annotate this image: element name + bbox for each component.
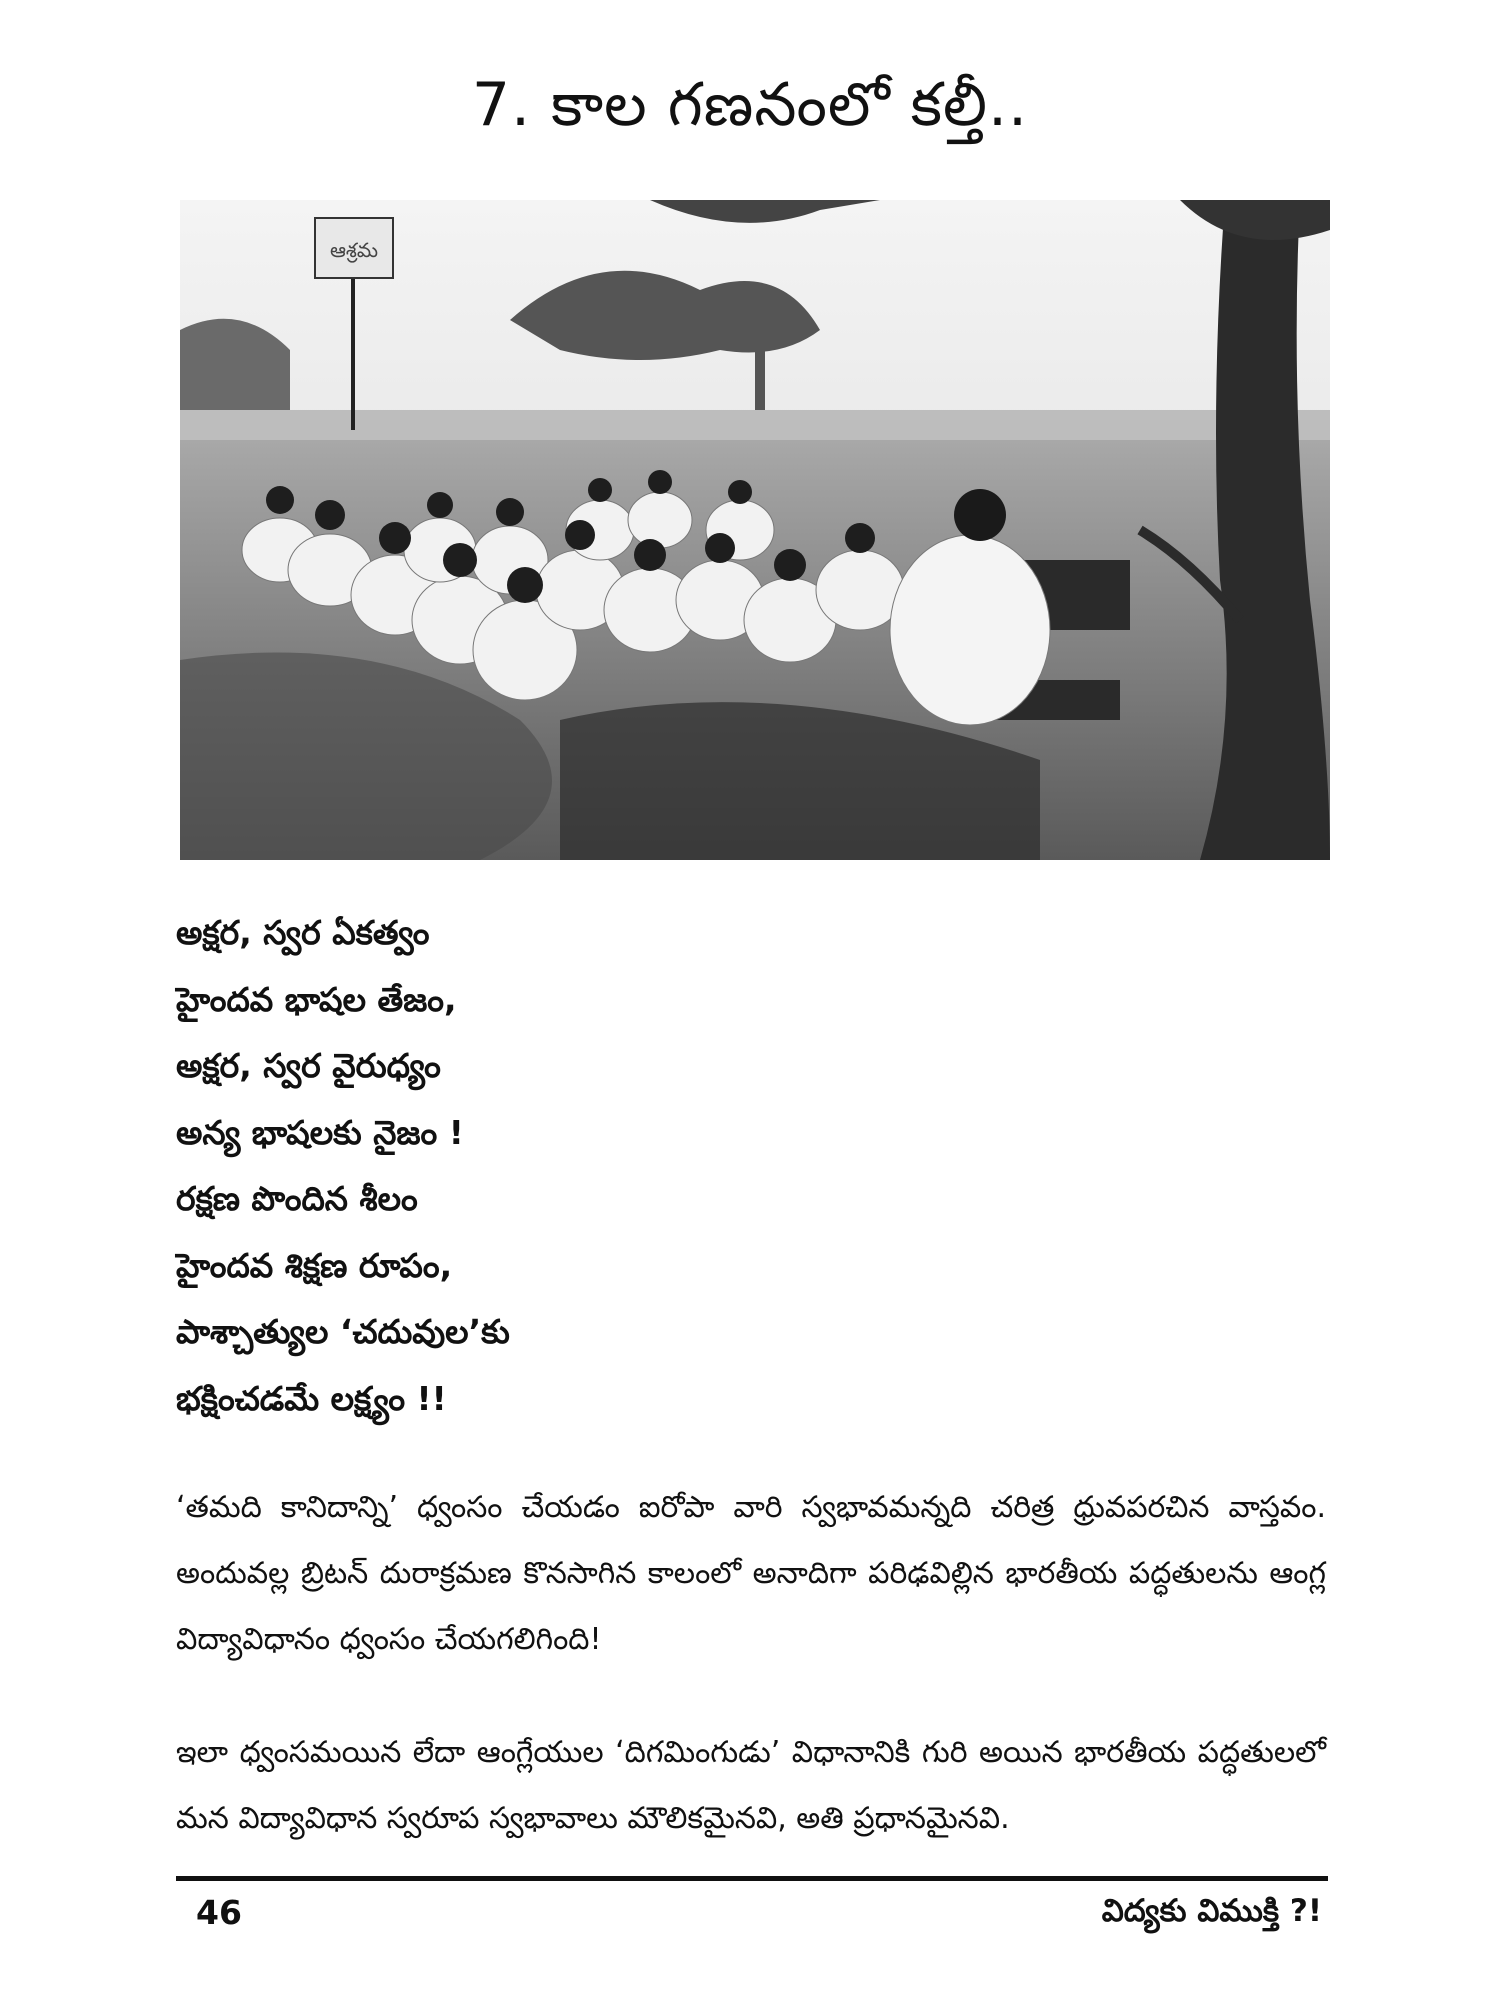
page-title: 7. కాల గణనంలో కల్తీ.. bbox=[471, 70, 1029, 140]
poem-line: రక్షణ పొందిన శీలం bbox=[176, 1179, 418, 1218]
page-number: 46 bbox=[196, 1893, 242, 1932]
poem-line: హైందవ భాషల తేజం, bbox=[176, 979, 457, 1019]
footer-divider bbox=[176, 1876, 1328, 1881]
body-paragraph-1: ‘తమది కానిదాన్ని’ ధ్వంసం చేయడం ఐరోపా వారి స్వభావమన్నది చరిత్ర ధ్రువపరచిన వాస్తవం. అందువల్ల బ్రిటన్ దురాక్రమణ కొనసాగిన కాలంలో అనాదిగా పరిఢవిల్లిన భారతీయ పద్ధతులను ఆంగ్ల విద్యావిధానం ధ్వంసం చేయగలిగింది! bbox=[176, 1490, 1326, 1657]
photo-illustration bbox=[180, 200, 1330, 860]
poem-line: హైందవ శిక్షణ రూపం, bbox=[176, 1245, 453, 1285]
poem-line: పాశ్చాత్యుల ‘చదువుల’కు bbox=[176, 1312, 510, 1351]
photo-students-seated-under-tree bbox=[180, 200, 1330, 860]
signboard-text: ఆశ్రమ bbox=[329, 238, 379, 262]
running-book-title: విద్యకు విముక్తి ?! bbox=[1101, 1893, 1322, 1929]
poem-line: భక్షించడమే లక్ష్యం !! bbox=[176, 1378, 447, 1418]
poem-line: అక్షర, స్వర వైరుధ్యం bbox=[176, 1046, 441, 1085]
body-paragraph-2: ఇలా ధ్వంసమయిన లేదా ఆంగ్లేయుల ‘దిగమింగుడు’ విధానానికి గురి అయిన భారతీయ పద్ధతులలో మన విద్యావిధాన స్వరూప స్వభావాలు మౌలికమైనవి, అతి ప్రధానమైనవి. bbox=[176, 1735, 1326, 1836]
poem-line: అక్షర, స్వర ఏకత్వం bbox=[176, 913, 430, 952]
teacher-head bbox=[954, 489, 1006, 541]
teacher-body bbox=[890, 535, 1050, 725]
poem-line: అన్య భాషలకు నైజం ! bbox=[176, 1112, 464, 1152]
poem bbox=[176, 900, 510, 1432]
